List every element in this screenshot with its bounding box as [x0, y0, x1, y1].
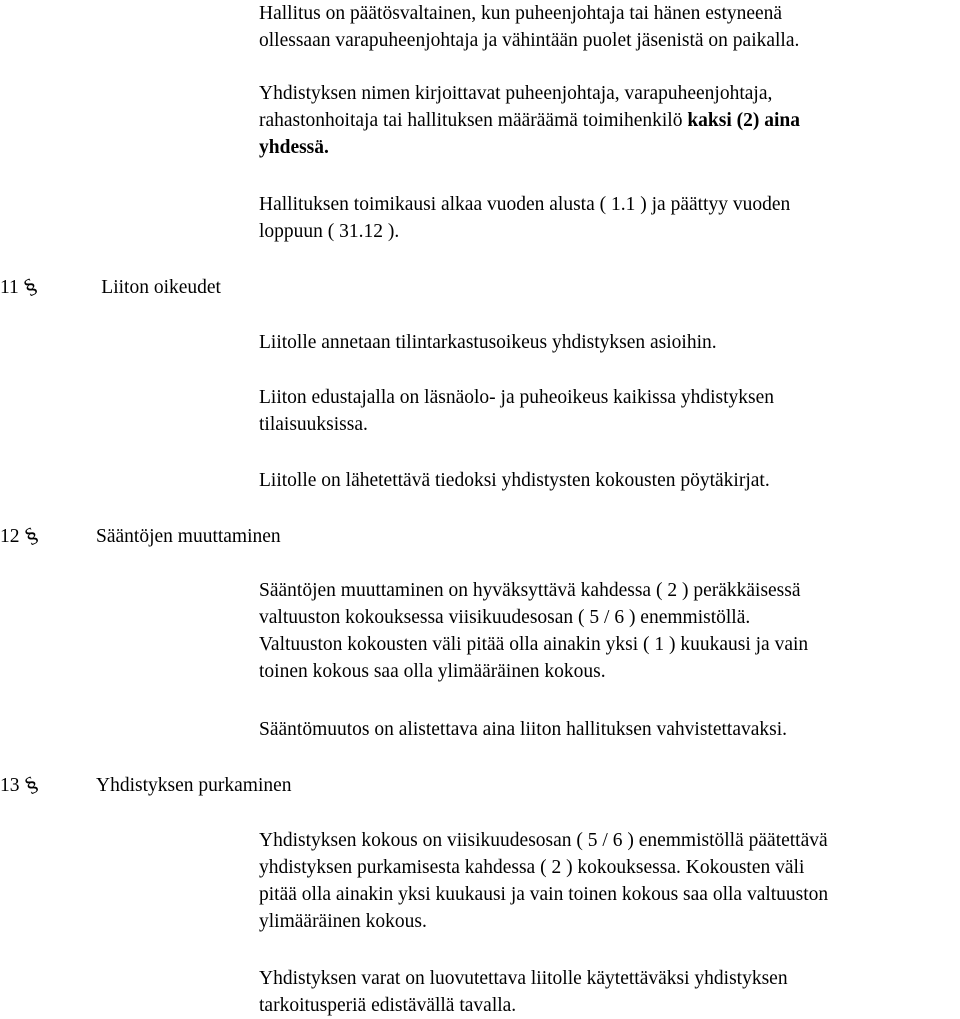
paragraph-board-quorum: [259, 0, 959, 54]
section-number: 13: [0, 775, 20, 796]
text-line: Hallituksen toimikausi alkaa vuoden alusta ( 1.1 ) ja päättyy vuoden: [259, 194, 791, 215]
section-heading-13: [0, 771, 292, 799]
section-title: Sääntöjen muuttaminen: [96, 526, 281, 547]
section-sign-icon: §: [19, 521, 42, 549]
text-line: Sääntöjen muuttaminen on hyväksyttävä kahdessa ( 2 ) peräkkäisessä: [259, 580, 801, 601]
text-line: tarkoitusperiä edistävällä tavalla.: [259, 995, 517, 1016]
text-line: yhdistyksen purkamisesta kahdessa ( 2 ) kokouksessa. Kokousten väli: [259, 857, 805, 878]
text-line: ollessaan varapuheenjohtaja ja vähintään puolet jäsenistä on paikalla.: [259, 30, 800, 51]
text-segment: rahastonhoitaja tai hallituksen määräämä toimihenkilö: [259, 110, 688, 131]
text-line: [259, 107, 959, 134]
section-title: Yhdistyksen purkaminen: [96, 775, 292, 796]
text-line: Liiton edustajalla on läsnäolo- ja puheoikeus kaikissa yhdistyksen: [259, 387, 775, 408]
text-line: Yhdistyksen varat on luovutettava liitolle käytettäväksi yhdistyksen: [259, 968, 788, 989]
section-heading-12: [0, 522, 281, 550]
section-heading-11: [0, 273, 221, 301]
paragraph-assets-transfer: [259, 965, 959, 1019]
paragraph-dissolution-decision: [259, 827, 959, 935]
text-line: Liitolle on lähetettävä tiedoksi yhdistysten kokousten pöytäkirjat.: [259, 470, 770, 491]
paragraph-rule-amendment: [259, 577, 959, 685]
section-number: 11: [0, 277, 19, 298]
text-line: Yhdistyksen nimen kirjoittavat puheenjohtaja, varapuheenjohtaja,: [259, 83, 773, 104]
text-line: [259, 134, 959, 161]
paragraph-minutes: [259, 467, 959, 494]
section-sign-icon: §: [19, 770, 42, 798]
paragraph-representative-rights: [259, 384, 959, 438]
text-line: Sääntömuutos on alistettava aina liiton hallituksen vahvistettavaksi.: [259, 719, 788, 740]
text-line: Hallitus on päätösvaltainen, kun puheenjohtaja tai hänen estyneenä: [259, 3, 783, 24]
text-line: pitää olla ainakin yksi kuukausi ja vain toinen kokous saa olla valtuuston: [259, 884, 829, 905]
text-line: Yhdistyksen kokous on viisikuudesosan ( 5 / 6 ) enemmistöllä päätettävä: [259, 830, 828, 851]
text-line: ylimääräinen kokous.: [259, 911, 427, 932]
paragraph-audit-right: [259, 329, 959, 356]
paragraph-amendment-approval: [259, 716, 959, 743]
section-number: 12: [0, 526, 20, 547]
bold-text: kaksi (2) aina: [687, 110, 801, 131]
text-line: Liitolle annetaan tilintarkastusoikeus yhdistyksen asioihin.: [259, 332, 717, 353]
text-line: valtuuston kokouksessa viisikuudesosan ( 5 / 6 ) enemmistöllä.: [259, 607, 751, 628]
text-line: loppuun ( 31.12 ).: [259, 221, 400, 242]
text-line: Valtuuston kokousten väli pitää olla ainakin yksi ( 1 ) kuukausi ja vain: [259, 634, 809, 655]
section-sign-icon: §: [18, 272, 41, 300]
paragraph-signatories: [259, 80, 959, 161]
section-title: Liiton oikeudet: [101, 277, 221, 298]
paragraph-board-term: [259, 191, 959, 245]
text-line: toinen kokous saa olla ylimääräinen kokous.: [259, 661, 606, 682]
bold-text: yhdessä.: [259, 137, 329, 158]
text-line: tilaisuuksissa.: [259, 414, 368, 435]
